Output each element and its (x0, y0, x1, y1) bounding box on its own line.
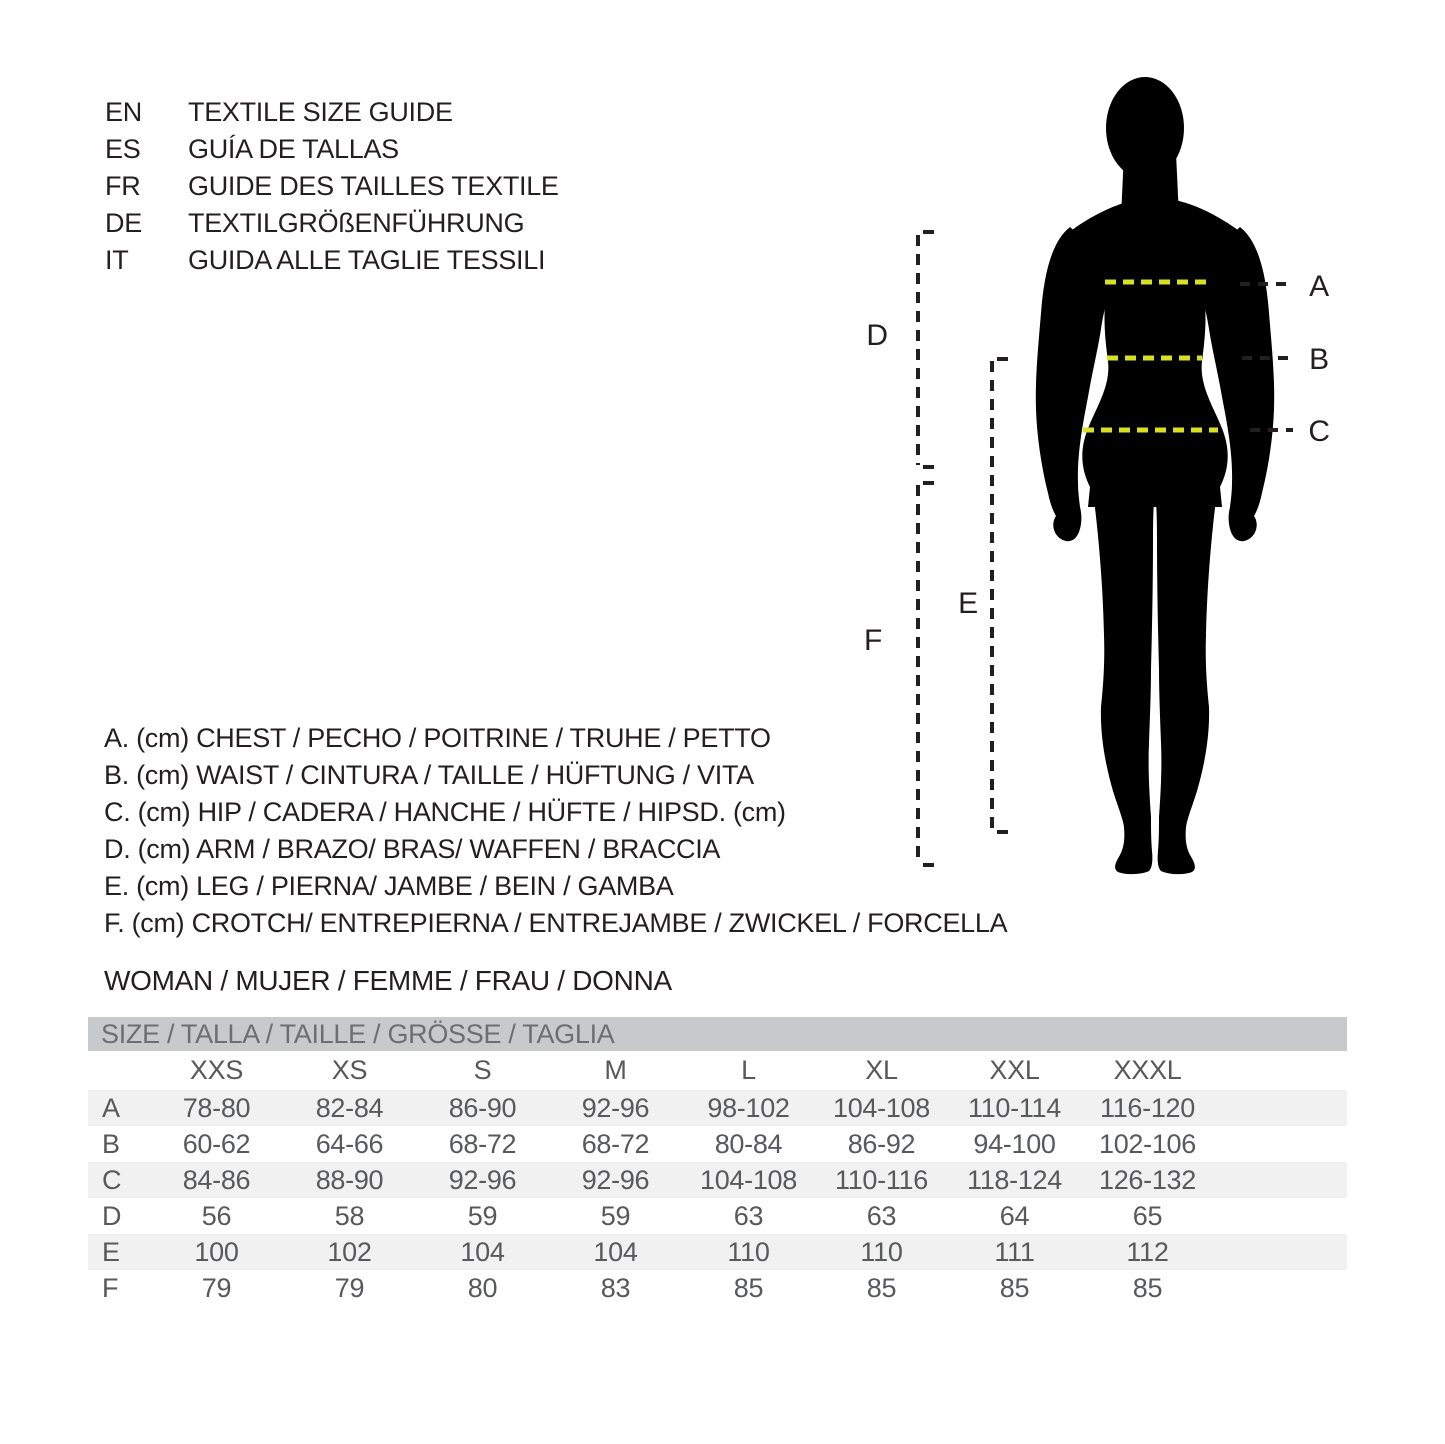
column-header: XS (331, 1055, 368, 1085)
cell: 94-100 (973, 1129, 1056, 1159)
language-row (105, 168, 559, 205)
cell: 92-96 (581, 1165, 650, 1195)
cell: 68-72 (581, 1129, 650, 1159)
label-crotch: F (863, 624, 883, 657)
cell: 88-90 (315, 1165, 384, 1195)
row-label: A (102, 1093, 120, 1123)
column-header: S (473, 1055, 492, 1085)
cell: 59 (600, 1201, 631, 1231)
cell: 86-90 (448, 1093, 517, 1123)
cell: 111 (994, 1237, 1035, 1267)
row-label: E (102, 1237, 120, 1267)
legend-item-leg: E. (cm) LEG / PIERNA/ JAMBE / BEIN / GAMBA (104, 871, 674, 901)
language-code: ES (105, 134, 141, 164)
table-row (88, 1126, 1347, 1162)
guide-title: GUIDE DES TAILLES TEXTILE (188, 171, 559, 201)
column-header: M (604, 1055, 627, 1085)
label-leg: E (958, 587, 978, 620)
filler-cell (1214, 1234, 1347, 1270)
cell: 83 (600, 1273, 631, 1303)
cell: 82-84 (315, 1093, 384, 1123)
table-row (88, 1198, 1347, 1234)
corner-cell (88, 1051, 150, 1090)
language-row (105, 131, 559, 168)
language-row (105, 242, 559, 279)
cell: 85 (866, 1273, 897, 1303)
cell: 58 (334, 1201, 365, 1231)
row-label: D (102, 1201, 122, 1231)
cell: 102-106 (1099, 1129, 1196, 1159)
cell: 110 (860, 1237, 903, 1267)
woman-silhouette (1036, 77, 1274, 874)
cell: 65 (1132, 1201, 1163, 1231)
table-row (88, 1162, 1347, 1198)
language-code: EN (105, 97, 142, 127)
cell: 104-108 (833, 1093, 930, 1123)
cell: 110-116 (835, 1165, 928, 1195)
label-waist: B (1309, 343, 1329, 376)
legend-item-waist: B. (cm) WAIST / CINTURA / TAILLE / HÜFTUNG / VITA (104, 760, 754, 790)
cell: 79 (201, 1273, 232, 1303)
cell: 118-124 (967, 1165, 1062, 1195)
legend-item-chest: A. (cm) CHEST / PECHO / POITRINE / TRUHE / PETTO (104, 723, 771, 753)
cell: 60-62 (182, 1129, 251, 1159)
legend-item-hip: C. (cm) HIP / CADERA / HANCHE / HÜFTE / HIPSD. (cm) (104, 797, 786, 827)
legend-item-crotch: F. (cm) CROTCH/ ENTREPIERNA / ENTREJAMBE / ZWICKEL / FORCELLA (104, 908, 1008, 938)
cell: 85 (1132, 1273, 1163, 1303)
language-code: FR (105, 171, 141, 201)
label-chest: A (1309, 270, 1329, 303)
column-header: XXS (189, 1055, 244, 1085)
filler-cell (1214, 1090, 1347, 1126)
language-code: DE (105, 208, 142, 238)
cell: 59 (467, 1201, 498, 1231)
cell: 104 (593, 1237, 638, 1267)
row-label: C (102, 1165, 122, 1195)
silhouette-left-leg (1090, 471, 1156, 875)
legend-item-arm: D. (cm) ARM / BRAZO/ BRAS/ WAFFEN / BRACCIA (104, 834, 721, 864)
label-hip: C (1308, 415, 1330, 448)
column-header: L (741, 1055, 756, 1085)
language-code: IT (105, 245, 129, 275)
cell: 92-96 (448, 1165, 517, 1195)
row-label: F (102, 1273, 119, 1303)
filler-cell (1214, 1162, 1347, 1198)
size-column-header-row (88, 1051, 1347, 1090)
label-arm: D (866, 319, 888, 352)
size-table-header: SIZE / TALLA / TAILLE / GRÖSSE / TAGLIA (88, 1017, 1347, 1051)
cell: 100 (194, 1237, 239, 1267)
cell: 64-66 (315, 1129, 384, 1159)
cell: 80 (467, 1273, 498, 1303)
cell: 85 (999, 1273, 1030, 1303)
filler-cell (1214, 1198, 1347, 1234)
cell: 63 (866, 1201, 897, 1231)
gender-heading: WOMAN / MUJER / FEMME / FRAU / DONNA (104, 965, 672, 996)
filler-cell (1214, 1270, 1347, 1306)
cell: 86-92 (847, 1129, 916, 1159)
cell: 80-84 (714, 1129, 783, 1159)
guide-title: GUÍA DE TALLAS (188, 134, 399, 164)
cell: 64 (999, 1201, 1030, 1231)
row-label: B (102, 1129, 120, 1159)
column-header: XL (865, 1055, 898, 1085)
guide-title: TEXTILGRÖßENFÜHRUNG (188, 208, 525, 238)
language-title-block (105, 94, 559, 279)
guide-title: TEXTILE SIZE GUIDE (188, 97, 453, 127)
table-row (88, 1234, 1347, 1270)
filler-cell (1214, 1126, 1347, 1162)
cell: 92-96 (581, 1093, 650, 1123)
language-row (105, 94, 559, 131)
cell: 102 (327, 1237, 372, 1267)
cell: 63 (733, 1201, 764, 1231)
measurement-diagram (860, 75, 1340, 885)
cell: 68-72 (448, 1129, 517, 1159)
cell: 110 (727, 1237, 770, 1267)
filler-cell (1214, 1051, 1347, 1090)
cell: 112 (1126, 1237, 1169, 1267)
cell: 98-102 (707, 1093, 790, 1123)
cell: 85 (733, 1273, 764, 1303)
cell: 126-132 (1099, 1165, 1196, 1195)
column-header: XXL (989, 1055, 1040, 1085)
silhouette-right-leg (1154, 471, 1220, 875)
guide-title: GUIDA ALLE TAGLIE TESSILI (188, 245, 546, 275)
cell: 104 (460, 1237, 505, 1267)
size-table (88, 1017, 1347, 1306)
cell: 104-108 (700, 1165, 797, 1195)
cell: 56 (201, 1201, 232, 1231)
column-header: XXXL (1113, 1055, 1182, 1085)
cell: 84-86 (182, 1165, 251, 1195)
cell: 110-114 (968, 1093, 1061, 1123)
cell: 78-80 (182, 1093, 251, 1123)
cell: 116-120 (1100, 1093, 1195, 1123)
cell: 79 (334, 1273, 365, 1303)
table-row (88, 1270, 1347, 1306)
language-row (105, 205, 559, 242)
table-row (88, 1090, 1347, 1126)
